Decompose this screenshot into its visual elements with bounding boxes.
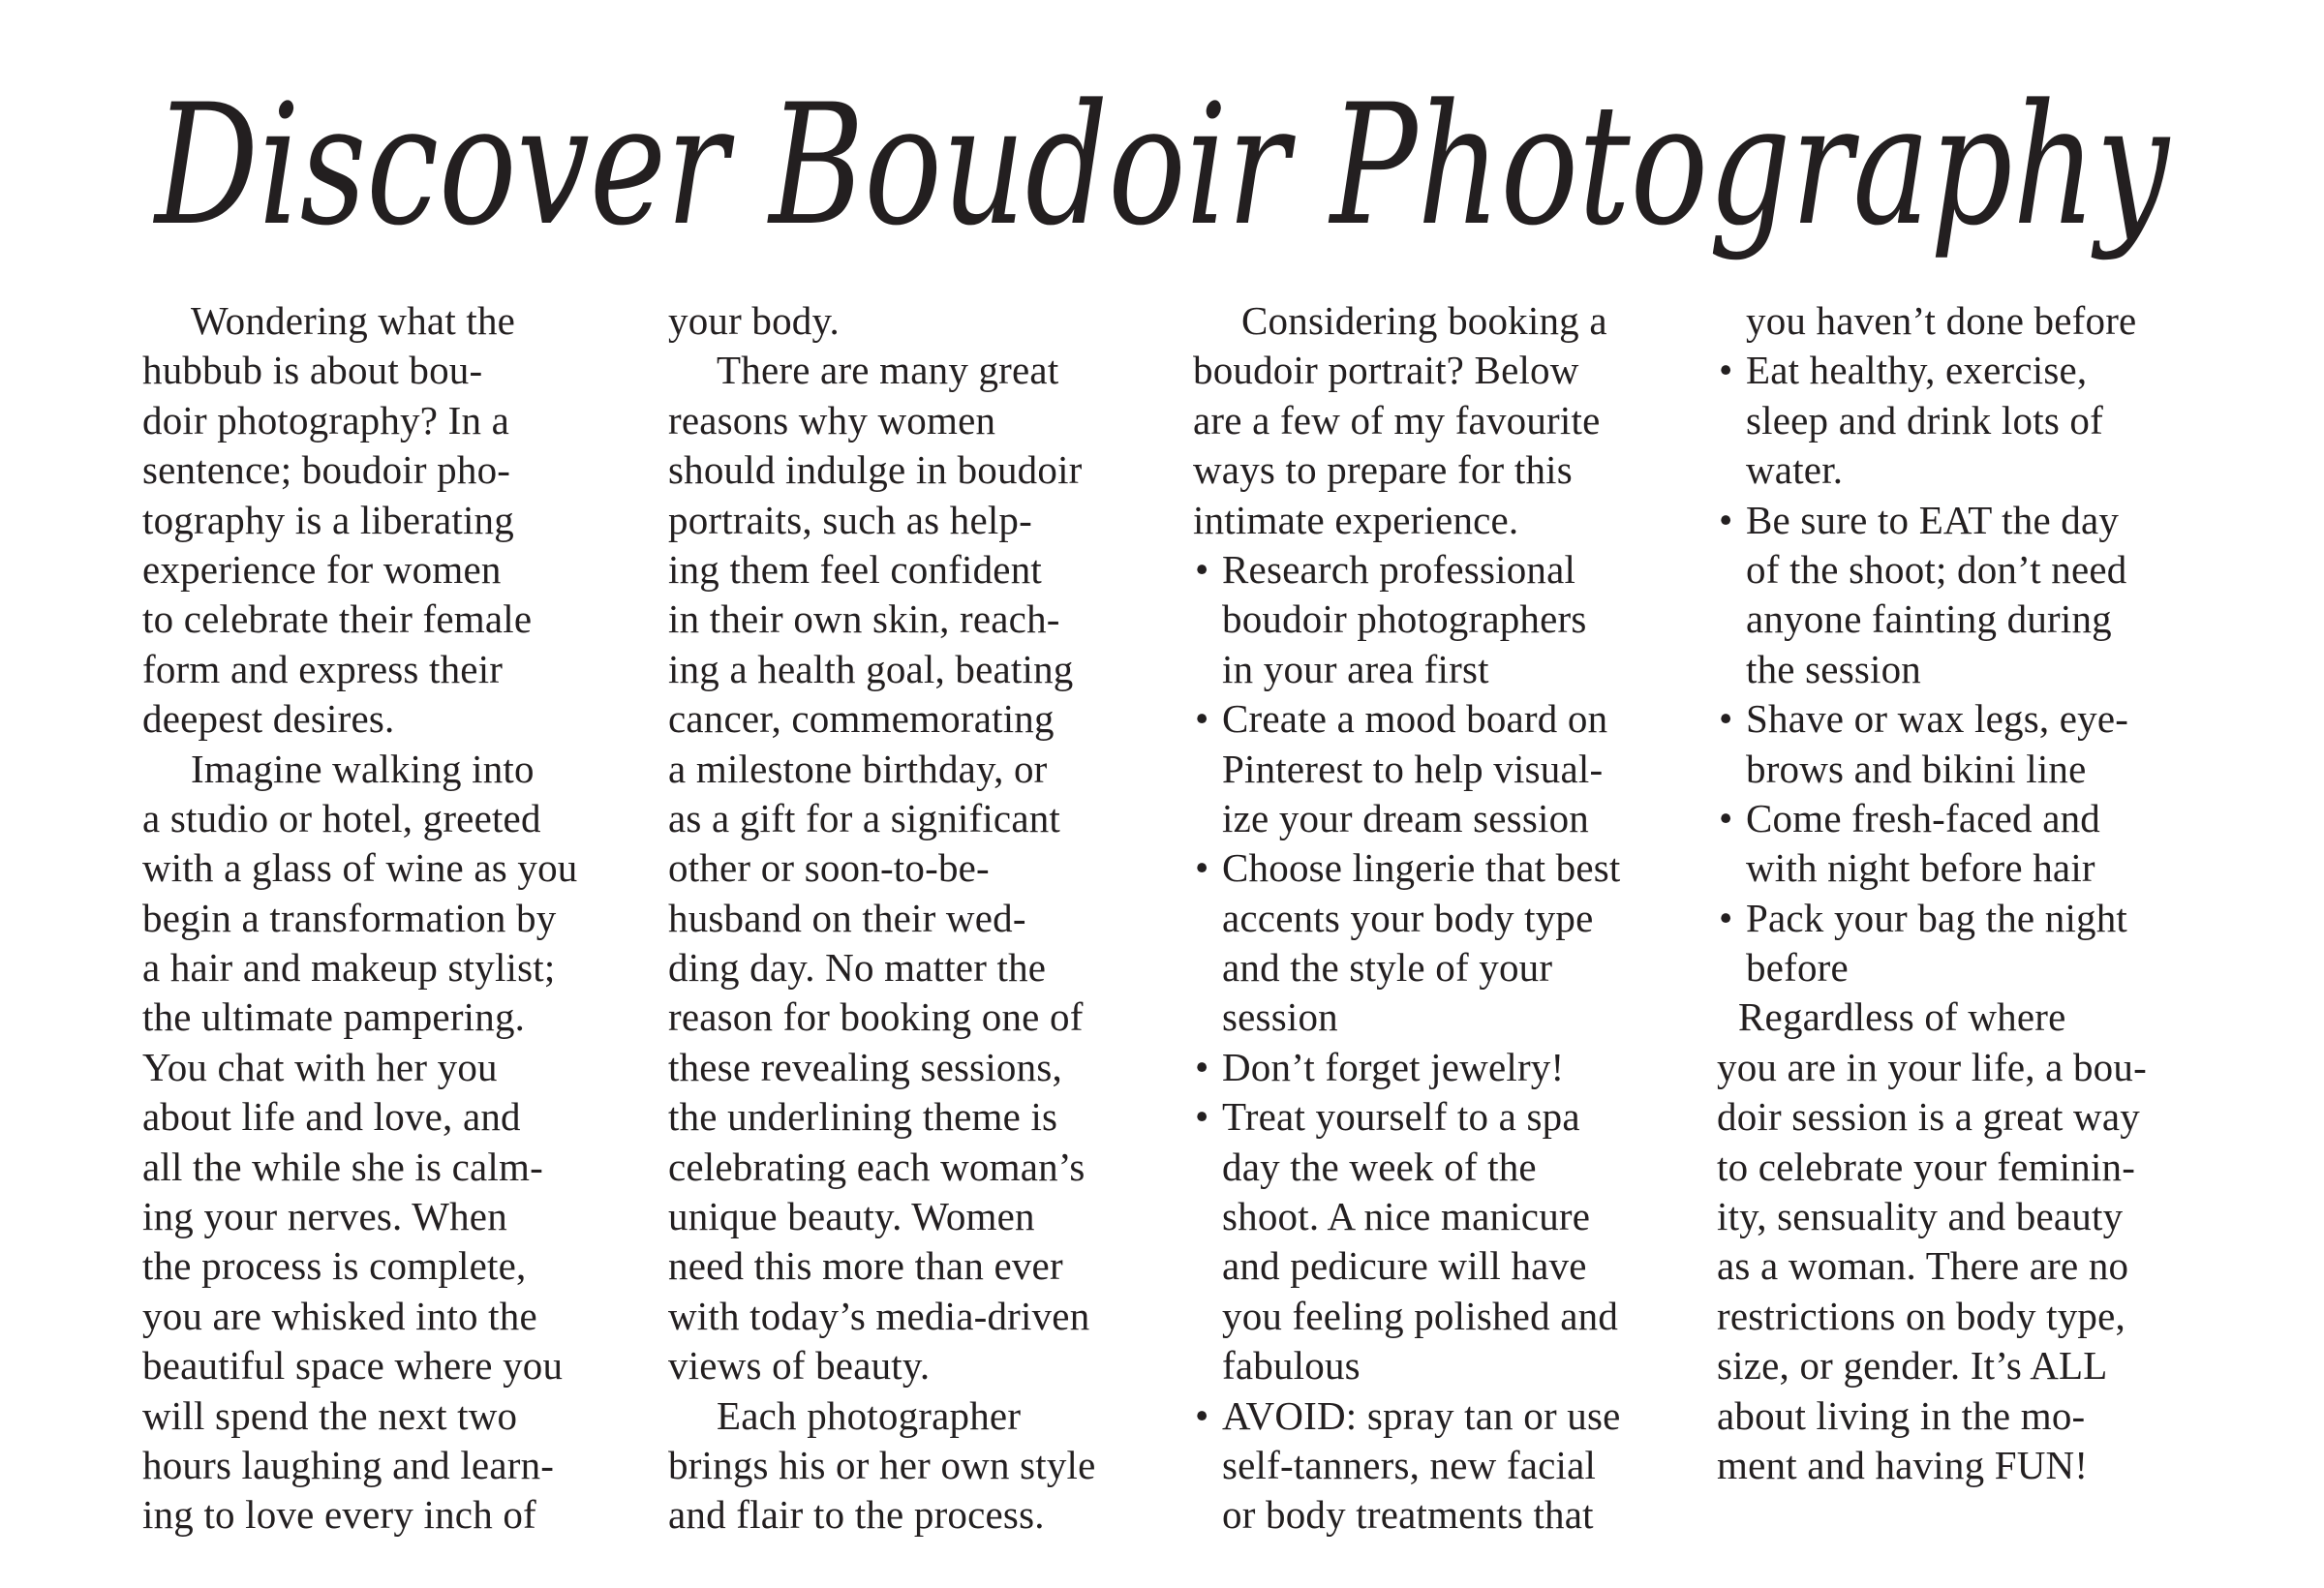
text-line: ment and having FUN! xyxy=(1717,1442,2089,1487)
text-line: water. xyxy=(1746,447,1844,493)
text-line: doir photography? In a xyxy=(142,397,509,443)
text-line: to celebrate your feminin- xyxy=(1717,1144,2136,1189)
text-line: reason for booking one of xyxy=(668,994,1084,1040)
text-line: celebrating each woman’s xyxy=(668,1144,1086,1189)
text-line: and the style of your xyxy=(1222,945,1553,991)
text-line: you are in your life, a bou- xyxy=(1717,1044,2147,1089)
text-line: a studio or hotel, greeted xyxy=(142,795,541,840)
text-line: Pinterest to help visual- xyxy=(1222,746,1604,791)
text-line: ize your dream session xyxy=(1222,795,1589,840)
bullet-list-item: • Don’t forget jewelry! xyxy=(1193,1043,1697,1092)
page-title xyxy=(136,39,2188,281)
text-line: the ultimate pampering. xyxy=(142,994,526,1040)
text-line: reasons why women xyxy=(668,397,996,443)
text-line: about life and love, and xyxy=(142,1094,521,1140)
text-line: boudoir photographers xyxy=(1222,596,1587,642)
text-line: the underlining theme is xyxy=(668,1094,1058,1140)
text-line: you haven’t done before xyxy=(1746,298,2137,343)
text-line: ing them feel confident xyxy=(668,546,1042,592)
text-line: to celebrate their female xyxy=(142,596,533,642)
text-line: a hair and makeup stylist; xyxy=(142,945,556,991)
text-line: Imagine walking into xyxy=(191,746,535,791)
bullet-list-item: • Be sure to EAT the day xyxy=(1717,496,2220,545)
text-line: accents your body type xyxy=(1222,895,1594,940)
text-line: Considering booking a xyxy=(1241,298,1607,343)
bullet-list-item: • Create a mood board on xyxy=(1193,694,1697,744)
text-line: self-tanners, new facial xyxy=(1222,1442,1597,1487)
text-line: hours laughing and learn- xyxy=(142,1442,555,1487)
text-line: or body treatments that xyxy=(1222,1492,1594,1538)
text-line: ing to love every inch of xyxy=(142,1492,536,1538)
text-line: with today’s media-driven xyxy=(668,1293,1090,1338)
text-line: boudoir portrait? Below xyxy=(1193,348,1579,393)
text-line: should indulge in boudoir xyxy=(668,447,1083,493)
bullet-list-item: • Research professional xyxy=(1193,545,1697,595)
text-line: you are whisked into the xyxy=(142,1293,537,1338)
text-line: in their own skin, reach- xyxy=(668,596,1060,642)
text-line: shoot. A nice manicure xyxy=(1222,1194,1591,1239)
text-line: these revealing sessions, xyxy=(668,1044,1062,1089)
bullet-list-item: • Pack your bag the night xyxy=(1717,894,2220,943)
text-line: Wondering what the xyxy=(191,298,516,343)
text-line: anyone fainting during xyxy=(1746,596,2112,642)
bullet-list-item: • Choose lingerie that best xyxy=(1193,843,1697,893)
text-line: cancer, commemorating xyxy=(668,696,1055,742)
text-line: portraits, such as help- xyxy=(668,497,1032,542)
text-line: a milestone birthday, or xyxy=(668,746,1048,791)
text-line: deepest desires. xyxy=(142,696,395,742)
bullet-list-item: • Treat yourself to a spa xyxy=(1193,1092,1697,1142)
text-line: ding day. No matter the xyxy=(668,945,1047,991)
text-line: as a gift for a significant xyxy=(668,795,1061,840)
text-line: You chat with her you xyxy=(142,1044,498,1089)
text-line: ing a health goal, beating xyxy=(668,646,1074,691)
text-line: your body. xyxy=(668,298,840,343)
text-line: husband on their wed- xyxy=(668,895,1026,940)
text-line: ity, sensuality and beauty xyxy=(1717,1194,2124,1239)
text-line: the session xyxy=(1746,646,1921,691)
bullet-list-item: • AVOID: spray tan or use xyxy=(1193,1391,1697,1441)
text-line: intimate experience. xyxy=(1193,497,1519,542)
bullet-list-item: • Eat healthy, exercise, xyxy=(1717,346,2220,395)
text-line: tography is a liberating xyxy=(142,497,514,542)
text-line: with night before hair xyxy=(1746,845,2095,891)
text-line: restrictions on body type, xyxy=(1717,1293,2125,1338)
text-line: beautiful space where you xyxy=(142,1343,564,1389)
text-line: about living in the mo- xyxy=(1717,1392,2086,1438)
text-line: the process is complete, xyxy=(142,1243,527,1289)
text-line: Regardless of where xyxy=(1738,994,2066,1040)
text-line: are a few of my favourite xyxy=(1193,397,1601,443)
title-script-lettering xyxy=(136,39,2188,281)
text-line: with a glass of wine as you xyxy=(142,845,578,891)
text-line: views of beauty. xyxy=(668,1343,931,1389)
text-line: in your area first xyxy=(1222,646,1489,691)
text-line: sleep and drink lots of xyxy=(1746,397,2103,443)
text-line: ing your nerves. When xyxy=(142,1194,507,1239)
title-text: Discover Boudoir Photography xyxy=(152,68,2171,262)
text-line: of the shoot; don’t need xyxy=(1746,546,2127,592)
text-line: begin a transformation by xyxy=(142,895,557,940)
text-line: and pedicure will have xyxy=(1222,1243,1587,1289)
article-column-4 xyxy=(1717,296,2220,1490)
text-line: doir session is a great way xyxy=(1717,1094,2140,1140)
text-line: There are many great xyxy=(717,348,1059,393)
text-line: sentence; boudoir pho- xyxy=(142,447,511,493)
text-line: other or soon-to-be- xyxy=(668,845,990,891)
bullet-list-item: • Come fresh-faced and xyxy=(1717,794,2220,843)
text-line: brings his or her own style xyxy=(668,1442,1096,1487)
text-line: hubbub is about bou- xyxy=(142,348,483,393)
text-line: all the while she is calm- xyxy=(142,1144,543,1189)
text-line: experience for women xyxy=(142,546,502,592)
article-column-2 xyxy=(668,296,1172,1541)
text-line: Each photographer xyxy=(717,1392,1022,1438)
text-line: before xyxy=(1746,945,1849,991)
text-line: day the week of the xyxy=(1222,1144,1537,1189)
text-line: unique beauty. Women xyxy=(668,1194,1035,1239)
text-line: you feeling polished and xyxy=(1222,1293,1619,1338)
text-line: ways to prepare for this xyxy=(1193,447,1573,493)
article-column-3 xyxy=(1193,296,1697,1541)
text-line: and flair to the process. xyxy=(668,1492,1045,1538)
text-line: session xyxy=(1222,994,1338,1040)
text-line: size, or gender. It’s ALL xyxy=(1717,1343,2108,1389)
article-column-1 xyxy=(142,296,646,1541)
bullet-list-item: • Shave or wax legs, eye- xyxy=(1717,694,2220,744)
text-line: brows and bikini line xyxy=(1746,746,2087,791)
text-line: form and express their xyxy=(142,646,504,691)
text-line: fabulous xyxy=(1222,1343,1361,1389)
text-line: need this more than ever xyxy=(668,1243,1063,1289)
text-line: will spend the next two xyxy=(142,1392,518,1438)
text-line: as a woman. There are no xyxy=(1717,1243,2129,1289)
